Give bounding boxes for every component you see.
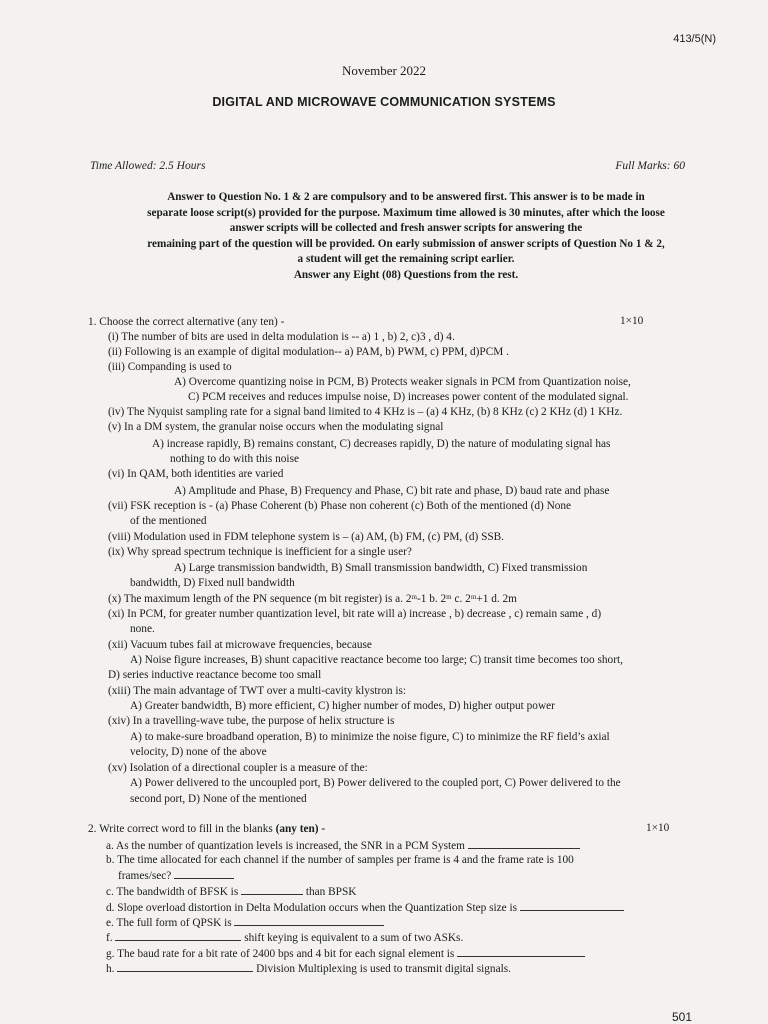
q2-item-text: c. The bandwidth of BFSK is <box>106 886 239 898</box>
q1-line: (x) The maximum length of the PN sequence (m bit register) is a. 2ᵐ-1 b. 2ᵐ c. 2ᵐ+1 d. 2m <box>108 593 517 605</box>
instruction-line: remaining part of the question will be provided. On early submission of answer scripts of Question No 1 & 2, <box>147 237 665 250</box>
q2-item-c <box>106 884 356 900</box>
instruction-line: separate loose script(s) provided for the purpose. Maximum time allowed is 30 minutes, after which the loose <box>147 206 665 219</box>
q2-item-d <box>106 900 624 916</box>
q1-line: (vii) FSK reception is - (a) Phase Coherent (b) Phase non coherent (c) Both of the mentioned (d) None <box>108 500 572 512</box>
answer-blank[interactable] <box>234 915 384 926</box>
q2-item-text: f. <box>106 932 113 944</box>
q1-line: (ix) Why spread spectrum technique is inefficient for a single user? <box>108 546 412 558</box>
q1-line: A) Power delivered to the uncoupled port, B) Power delivered to the coupled port, C) Power delivered to the <box>130 777 621 789</box>
q1-line: second port, D) None of the mentioned <box>130 793 307 805</box>
q1-line: (xiv) In a travelling-wave tube, the purpose of helix structure is <box>108 715 395 727</box>
q1-line: A) to make-sure broadband operation, B) to minimize the noise figure, C) to minimize the RF field’s axial <box>130 731 610 743</box>
answer-blank[interactable] <box>241 884 303 895</box>
q1-line: (viii) Modulation used in FDM telephone system is – (a) AM, (b) FM, (c) PM, (d) SSB. <box>108 531 505 543</box>
q2-item-text: shift keying is equivalent to a sum of two ASKs. <box>244 932 464 944</box>
answer-blank[interactable] <box>520 900 624 911</box>
instruction-line: Answer any Eight (08) Questions from the rest. <box>293 268 519 281</box>
q2-marks: 1×10 <box>646 822 670 834</box>
q1-line: (ii) Following is an example of digital modulation-- a) PAM, b) PWM, c) PPM, d)PCM . <box>108 346 509 358</box>
q1-line: bandwidth, D) Fixed null bandwidth <box>130 577 295 589</box>
answer-blank[interactable] <box>457 946 585 957</box>
q1-line: (i) The number of bits are used in delta modulation is -- a) 1 , b) 2, c)3 , d) 4. <box>108 331 455 343</box>
instruction-line: a student will get the remaining script earlier. <box>297 253 515 265</box>
answer-blank[interactable] <box>468 838 580 849</box>
q1-line: velocity, D) none of the above <box>130 746 267 758</box>
q1-line: (xiii) The main advantage of TWT over a multi-cavity klystron is: <box>108 685 407 697</box>
q1-line: A) increase rapidly, B) remains constant, C) decreases rapidly, D) the nature of modulating signal has <box>152 438 611 450</box>
exam-date: November 2022 <box>341 63 427 78</box>
q1-line: nothing to do with this noise <box>170 453 299 465</box>
instruction-line: Answer to Question No. 1 & 2 are compulsory and to be answered first. This answer is to be made in <box>167 191 645 203</box>
q1-line: A) Greater bandwidth, B) more efficient, C) higher number of modes, D) higher output power <box>130 700 555 712</box>
q2-item-a <box>106 838 580 854</box>
page-number: 501 <box>671 1010 692 1024</box>
q1-marks: 1×10 <box>620 315 644 327</box>
q1-line: (vi) In QAM, both identities are varied <box>108 468 284 480</box>
q2-item-text: a. As the number of quantization levels is increased, the SNR in a PCM System <box>106 840 465 852</box>
q2-item-text: h. <box>106 963 115 975</box>
q2-item-b-cont <box>118 868 234 884</box>
q2-item-g <box>106 946 585 962</box>
q2-item-text: than BPSK <box>305 886 357 898</box>
q1-line: (xii) Vacuum tubes fail at microwave frequencies, because <box>108 639 372 651</box>
q2-heading-emphasis: (any ten) - <box>275 823 326 835</box>
q2-item-text: d. Slope overload distortion in Delta Modulation occurs when the Quantization Step size is <box>106 902 518 914</box>
q2-item-text: frames/sec? <box>118 870 172 882</box>
q1-line: none. <box>130 623 155 635</box>
exam-title: DIGITAL AND MICROWAVE COMMUNICATION SYSTEMS <box>212 95 556 109</box>
q2-heading <box>88 822 325 837</box>
q2-item-e <box>106 915 384 931</box>
q1-line: A) Amplitude and Phase, B) Frequency and Phase, C) bit rate and phase, D) baud rate and phase <box>174 485 610 497</box>
answer-blank[interactable] <box>115 930 241 941</box>
q2-item-text: g. The baud rate for a bit rate of 2400 bps and 4 bit for each signal element is <box>106 948 455 960</box>
full-marks: Full Marks: 60 <box>615 160 685 172</box>
time-allowed: Time Allowed: 2.5 Hours <box>90 160 206 172</box>
q2-item-text: Division Multiplexing is used to transmit digital signals. <box>256 963 511 975</box>
instructions-block <box>100 190 712 283</box>
q2-item-b: b. The time allocated for each channel if the number of samples per frame is 4 and the frame rate is 100 <box>106 854 574 866</box>
q2-item-h <box>106 961 511 977</box>
exam-code: 413/5(N) <box>673 33 716 45</box>
answer-blank[interactable] <box>174 868 234 879</box>
q1-line: A) Overcome quantizing noise in PCM, B) Protects weaker signals in PCM from Quantization noise, <box>174 376 631 388</box>
q1-line: (v) In a DM system, the granular noise occurs when the modulating signal <box>108 421 444 433</box>
q1-line: A) Noise figure increases, B) shunt capacitive reactance become too large; C) transit time becomes too short, <box>130 654 623 666</box>
q1-line: A) Large transmission bandwidth, B) Small transmission bandwidth, C) Fixed transmission <box>174 562 588 574</box>
q1-line: C) PCM receives and reduces impulse noise, D) increases power content of the modulated signal. <box>188 391 629 403</box>
q1-line: D) series inductive reactance become too small <box>108 669 322 681</box>
q2-item-f <box>106 930 463 946</box>
q1-line: (xv) Isolation of a directional coupler is a measure of the: <box>108 762 368 774</box>
q1-line: (iii) Companding is used to <box>108 361 232 373</box>
q1-line: of the mentioned <box>130 515 207 527</box>
q2-item-text: e. The full form of QPSK is <box>106 917 232 929</box>
q2-heading-text: 2. Write correct word to fill in the blanks <box>88 823 276 835</box>
q1-heading: 1. Choose the correct alternative (any ten) - <box>88 316 285 328</box>
q1-line: (iv) The Nyquist sampling rate for a signal band limited to 4 KHz is – (a) 4 KHz, (b) 8 KHz (c) 2 KHz (d) 1 KHz. <box>108 406 623 418</box>
q1-line: (xi) In PCM, for greater number quantization level, bit rate will a) increase , b) decrease , c) remain same , d) <box>108 608 602 620</box>
instruction-line: answer scripts will be collected and fresh answer scripts for answering the <box>229 222 583 234</box>
answer-blank[interactable] <box>117 961 253 972</box>
